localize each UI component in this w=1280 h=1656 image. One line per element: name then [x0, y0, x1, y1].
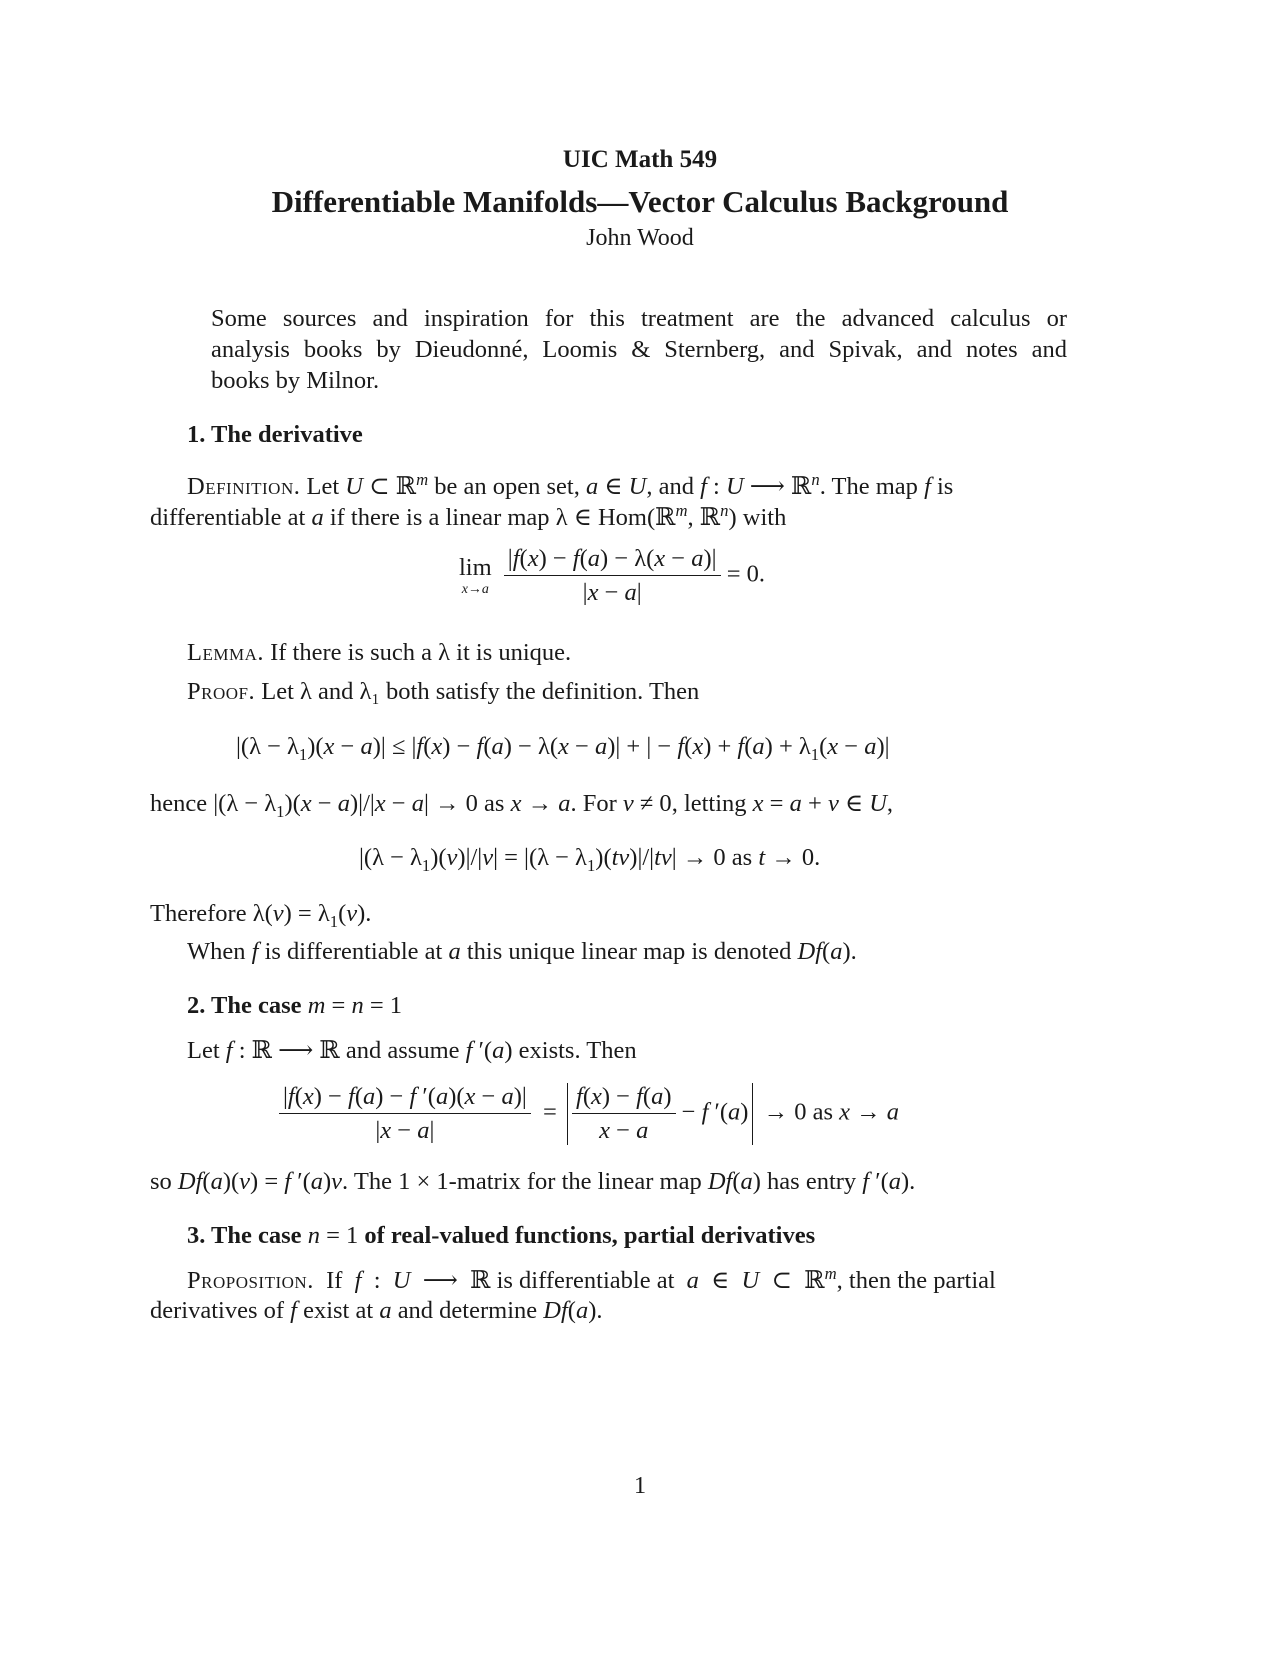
scaling-equation: $|(\lambda - \lambda_1)(v)|/|v| = |(\lambda - \lambda_1)(tv)|/|tv| \to 0$ as t → 0. — [359, 844, 821, 875]
limit-subscript: x→a — [461, 582, 489, 597]
page-title: Differentiable Manifolds—Vector Calculus Background — [271, 184, 1009, 219]
intro-line-3: books by Milnor. — [211, 367, 380, 394]
triangle-inequality-equation: $|(\lambda - \lambda_1)(x - a)| \le |f(x) - f(a) - \lambda(x - a)|$ + | − $f(x) + f(a) + \lambda_1(x - a)|$ — [236, 733, 890, 764]
section-1-heading: 1. The derivative — [187, 421, 363, 448]
course-label: UIC Math 549 — [562, 146, 718, 173]
difference-quotient-equation: $\frac{|f(x) - f(a) - f '(a)(x - a)|}{|x - a|}$ = $\frac{f(x) - f(a)}{x - a}$ − f ′(a) → 0 as x → a — [279, 1083, 899, 1145]
page-number: 1 — [633, 1472, 647, 1499]
section-2-intro: Let f : ℝ ⟶ ℝ and assume f ′(a) exists. Then — [187, 1037, 637, 1064]
proposition-line-2: derivatives of f exist at a and determine Df(a). — [150, 1297, 603, 1324]
author: John Wood — [586, 225, 694, 251]
lemma: Lemma. If there is such a λ it is unique. — [187, 639, 572, 666]
proposition-line-1: Proposition. If f : U ⟶ ℝ is differentiable at a ∈ U ⊂ ℝ$^m$, then the partial — [187, 1263, 996, 1294]
proof-label: Proof. — [187, 678, 256, 705]
definition-line-2: differentiable at a if there is a linear map λ ∈ Hom(ℝ$^m$, ℝ$^n$) with — [150, 500, 787, 531]
matrix-entry-line: so Df(a)(v) = f ′(a)v. The 1 × 1-matrix for the linear map Df(a) has entry f ′(a). — [150, 1168, 916, 1195]
definition-label: Definition. — [187, 473, 301, 500]
derivative-notation-line: When f is differentiable at a this unique linear map is denoted Df(a). — [187, 938, 857, 965]
hence-line: hence $|(\lambda - \lambda_1)(x - a)|/|x - a| \to 0$ as x → a. For v ≠ 0, letting x = a + v ∈ U, — [150, 790, 894, 821]
section-3-heading: 3. The case n = 1 of real-valued functions, partial derivatives — [187, 1222, 816, 1249]
intro-line-1: Some sources and inspiration for this treatment are the advanced calculus or — [211, 305, 1067, 332]
definition-line-1: Definition. Let U ⊂ ℝ$^m$ be an open set, a ∈ U, and f : U ⟶ ℝ$^n$. The map f is — [187, 469, 954, 500]
lemma-label: Lemma. — [187, 639, 264, 666]
proposition-label: Proposition. — [187, 1267, 314, 1294]
therefore-line: Therefore $\lambda(v) = \lambda_1(v)$. — [150, 900, 372, 931]
proof-intro: Proof. Let λ and λ₁ both satisfy the definition. Then — [187, 678, 700, 705]
limit-operator: lim — [459, 554, 492, 581]
section-2-heading: 2. The case m = n = 1 — [187, 992, 403, 1019]
definition-limit-equation: lim x→a $\frac{|f(x) - f(a) - \lambda(x - a)|}{|x - a|}$ = 0. — [459, 545, 766, 606]
intro-line-2: analysis books by Dieudonné, Loomis & Sternberg, and Spivak, and notes and — [211, 336, 1067, 363]
